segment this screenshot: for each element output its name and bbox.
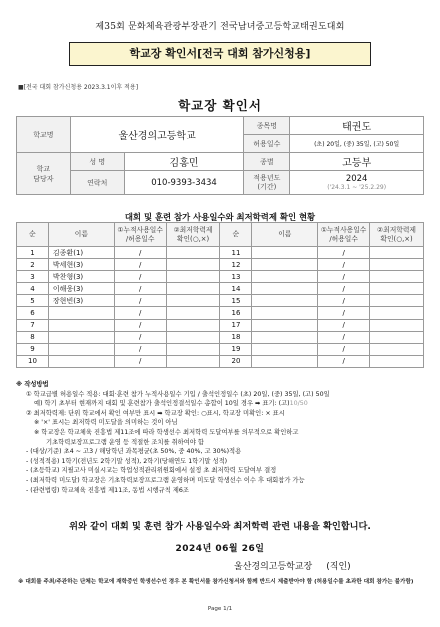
used-days-cell: / bbox=[114, 307, 166, 319]
used-days-cell: / bbox=[114, 295, 166, 307]
student-name bbox=[252, 307, 318, 319]
used-days-cell: / bbox=[318, 331, 370, 343]
row-number: 1 bbox=[17, 247, 49, 259]
min-grade-check-cell bbox=[166, 247, 220, 259]
min-grade-check-cell bbox=[370, 307, 424, 319]
student-name bbox=[252, 295, 318, 307]
row-number: 9 bbox=[17, 343, 49, 355]
note-2: ② 최저학력제: 단위 학교에서 확인 여부만 표시 ➡ 학교장 확인: ○표시, 학교장 미확인: × 표시 bbox=[26, 409, 285, 417]
student-name: 김종환(1) bbox=[48, 247, 114, 259]
used-days-cell: / bbox=[114, 247, 166, 259]
note-7: - (관련법령) 학교체육 진흥법 제11조, 동법 시행규칙 제6조 bbox=[26, 486, 189, 494]
allowed-days-label: 허용일수 bbox=[244, 135, 290, 153]
row-number: 20 bbox=[220, 355, 252, 367]
instructions bbox=[16, 380, 428, 495]
used-days-cell: / bbox=[114, 283, 166, 295]
note-1-example-value: 10/50 bbox=[289, 400, 308, 408]
used-days-cell: / bbox=[318, 247, 370, 259]
student-name bbox=[252, 259, 318, 271]
col-grade-header: ②최저학력제 확인(○,×) bbox=[166, 223, 220, 247]
student-name: 박세현(3) bbox=[48, 259, 114, 271]
used-days-cell: / bbox=[318, 319, 370, 331]
min-grade-check-cell bbox=[166, 283, 220, 295]
min-grade-check-cell bbox=[370, 247, 424, 259]
col-name-header: 이름 bbox=[252, 223, 318, 247]
note-2b: ※ 학교장은 학교체육 진흥법 제11조에 따라 학생선수 최저학력 도달여부를 의무적으로 확인하고 bbox=[34, 428, 299, 436]
table-row bbox=[17, 307, 424, 319]
used-days-cell: / bbox=[318, 295, 370, 307]
min-grade-check-cell bbox=[370, 355, 424, 367]
row-number: 3 bbox=[17, 271, 49, 283]
reference-line: ■[전국 대회 참가신청용 2023.3.1이후 적용] bbox=[18, 84, 139, 91]
attendance-table bbox=[16, 222, 424, 368]
min-grade-check-cell bbox=[370, 343, 424, 355]
table-row bbox=[17, 259, 424, 271]
row-number: 14 bbox=[220, 283, 252, 295]
min-grade-check-cell bbox=[370, 331, 424, 343]
used-days-cell: / bbox=[114, 259, 166, 271]
used-days-cell: / bbox=[318, 343, 370, 355]
student-name bbox=[48, 331, 114, 343]
row-number: 19 bbox=[220, 343, 252, 355]
signer-name: 울산경의고등학교장 bbox=[234, 562, 313, 572]
col-days-header: ①누적사용일수 /허용일수 bbox=[318, 223, 370, 247]
sport-value: 태권도 bbox=[290, 117, 424, 135]
row-number: 6 bbox=[17, 307, 49, 319]
note-3: - (대상/기준) 초4 ~ 고3 / 해당학년 과목평균(초 50%, 중 40%, 고 30%)적용 bbox=[26, 448, 242, 456]
contact-label: 연락처 bbox=[70, 171, 124, 195]
used-days-cell: / bbox=[318, 259, 370, 271]
confirmation-statement: 위와 같이 대회 및 훈련 참가 사용일수와 최저학력 관련 내용을 확인합니다. bbox=[69, 521, 371, 532]
form-banner: 학교장 확인서[전국 대회 참가신청용] bbox=[69, 42, 371, 66]
table-row bbox=[17, 271, 424, 283]
used-days-cell: / bbox=[318, 307, 370, 319]
col-grade-header: ②최저학력제 확인(○,×) bbox=[370, 223, 424, 247]
row-number: 7 bbox=[17, 319, 49, 331]
student-name bbox=[48, 307, 114, 319]
student-name bbox=[252, 271, 318, 283]
min-grade-check-cell bbox=[166, 355, 220, 367]
table-row bbox=[17, 283, 424, 295]
school-label: 학교명 bbox=[17, 117, 71, 153]
year-cell bbox=[290, 171, 424, 195]
student-name bbox=[48, 355, 114, 367]
used-days-cell: / bbox=[114, 319, 166, 331]
officer-label: 학교 담당자 bbox=[17, 153, 71, 195]
division-value: 고등부 bbox=[290, 153, 424, 171]
row-number: 11 bbox=[220, 247, 252, 259]
table-row bbox=[17, 295, 424, 307]
footnote: ※ 대회를 주최/주관하는 단체는 학교에 재학중인 학생선수인 경우 본 확인서를 참가신청서와 함께 반드시 제출받아야 함 (허용일수를 초과한 대회 참가는 불가함) bbox=[18, 579, 414, 585]
seal-label: (직인) bbox=[326, 562, 351, 572]
officer-name: 김홍민 bbox=[124, 153, 244, 171]
min-grade-check-cell bbox=[166, 319, 220, 331]
student-name bbox=[48, 343, 114, 355]
note-1-example bbox=[16, 399, 428, 409]
min-grade-check-cell bbox=[166, 295, 220, 307]
sport-label: 종목명 bbox=[244, 117, 290, 135]
student-name bbox=[252, 247, 318, 259]
row-number: 17 bbox=[220, 319, 252, 331]
note-6: - (최저학력 미도달) 학교장은 기초학력보장프로그램 운영하며 미도달 학생선수 이수 후 대회참가 가능 bbox=[26, 476, 305, 484]
row-number: 15 bbox=[220, 295, 252, 307]
min-grade-check-cell bbox=[166, 271, 220, 283]
min-grade-check-cell bbox=[370, 295, 424, 307]
min-grade-check-cell bbox=[370, 271, 424, 283]
attendance-header-row bbox=[17, 223, 424, 247]
min-grade-check-cell bbox=[166, 307, 220, 319]
student-name: 장현빈(3) bbox=[48, 295, 114, 307]
allowed-days-value: (초) 20일, (중) 35일, (고) 50일 bbox=[290, 135, 424, 153]
contact-phone: 010-9393-3434 bbox=[124, 171, 244, 195]
notes-heading: ※ 작성방법 bbox=[16, 381, 49, 388]
row-number: 12 bbox=[220, 259, 252, 271]
year-value: 2024 bbox=[345, 174, 368, 184]
min-grade-check-cell bbox=[166, 331, 220, 343]
note-2c: 기초학력보장프로그램 운영 등 적절한 조치를 취하여야 함 bbox=[46, 438, 204, 446]
used-days-cell: / bbox=[114, 355, 166, 367]
name-label: 성 명 bbox=[70, 153, 124, 171]
used-days-cell: / bbox=[318, 355, 370, 367]
division-label: 종별 bbox=[244, 153, 290, 171]
note-1-example-text: 예) 학기 초부터 현재까지 대회 및 훈련참가 출석인정결석일수 총합이 10일 경우 ➡ 표기: (고) bbox=[34, 400, 290, 408]
col-no-header: 순 bbox=[220, 223, 252, 247]
student-name bbox=[252, 355, 318, 367]
table-row bbox=[17, 319, 424, 331]
note-5: - (초등학교) 지필고사 미실시교는 학업성적관리위원회에서 설정 초 최저학력 도달여부 결정 bbox=[26, 467, 277, 475]
student-name bbox=[48, 319, 114, 331]
used-days-cell: / bbox=[114, 271, 166, 283]
school-name: 울산경의고등학교 bbox=[70, 117, 244, 153]
used-days-cell: / bbox=[114, 343, 166, 355]
min-grade-check-cell bbox=[370, 319, 424, 331]
row-number: 2 bbox=[17, 259, 49, 271]
year-label: 적용년도 (기간) bbox=[244, 171, 290, 195]
used-days-cell: / bbox=[318, 271, 370, 283]
table-row bbox=[17, 331, 424, 343]
used-days-cell: / bbox=[114, 331, 166, 343]
note-4: - (성적적용) 1학기(전년도 2학기말 성적), 2학기(당해연도 1학기말 성적) bbox=[26, 457, 228, 465]
row-number: 13 bbox=[220, 271, 252, 283]
student-name bbox=[252, 283, 318, 295]
table-row bbox=[17, 343, 424, 355]
issue-date: 2024년 06월 26일 bbox=[175, 544, 265, 554]
col-name-header: 이름 bbox=[48, 223, 114, 247]
event-title: 제35회 문화체육관광부장관기 전국남녀중고등학교태권도대회 bbox=[95, 22, 345, 32]
min-grade-check-cell bbox=[370, 283, 424, 295]
min-grade-check-cell bbox=[166, 343, 220, 355]
info-table bbox=[16, 116, 424, 195]
min-grade-check-cell bbox=[166, 259, 220, 271]
student-name: 이해웅(3) bbox=[48, 283, 114, 295]
student-name bbox=[252, 331, 318, 343]
row-number: 5 bbox=[17, 295, 49, 307]
row-number: 8 bbox=[17, 331, 49, 343]
row-number: 10 bbox=[17, 355, 49, 367]
col-days-header: ①누적사용일수 /허용일수 bbox=[114, 223, 166, 247]
table-row bbox=[17, 355, 424, 367]
student-name bbox=[252, 343, 318, 355]
note-2a: ※ '×' 표시는 최저학력 미도달을 의미하는 것이 아님 bbox=[34, 419, 178, 427]
signature-block bbox=[234, 559, 351, 572]
year-period: ('24.3.1 ~ '25.2.29) bbox=[327, 184, 387, 191]
row-number: 18 bbox=[220, 331, 252, 343]
student-name: 박찬형(3) bbox=[48, 271, 114, 283]
page-number: Page 1/1 bbox=[207, 606, 233, 612]
row-number: 16 bbox=[220, 307, 252, 319]
col-no-header: 순 bbox=[17, 223, 49, 247]
student-name bbox=[252, 319, 318, 331]
table-row bbox=[17, 247, 424, 259]
min-grade-check-cell bbox=[370, 259, 424, 271]
note-1: ① 학교급별 허용일수 적용: 대회·훈련 참가 누적사용일수 기입 / 출석인정일수 (초) 20일, (중) 35일, (고) 50일 bbox=[26, 390, 330, 398]
document-title: 학교장 확인서 bbox=[178, 98, 262, 113]
used-days-cell: / bbox=[318, 283, 370, 295]
row-number: 4 bbox=[17, 283, 49, 295]
attendance-title: 대회 및 훈련 참가 사용일수와 최저학력제 확인 현황 bbox=[124, 212, 316, 222]
